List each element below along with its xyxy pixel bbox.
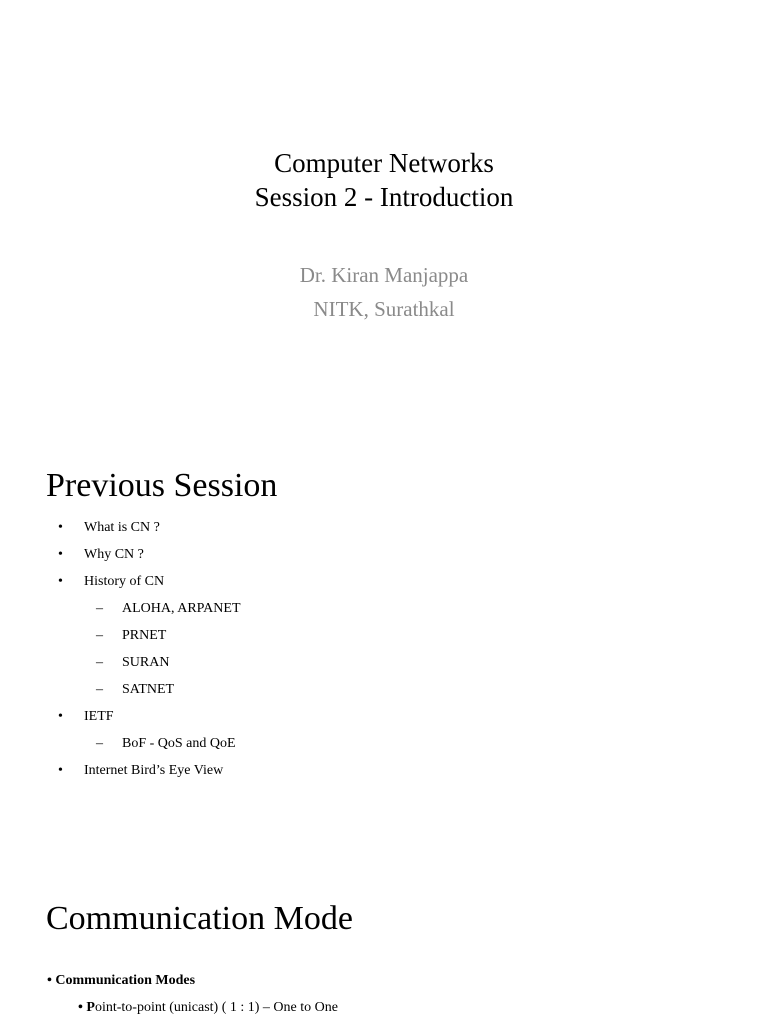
author-block xyxy=(0,258,768,326)
dash-marker: – xyxy=(96,601,103,616)
communication-mode-heading: Communication Mode xyxy=(46,900,353,937)
sub-list-item-text: ALOHA, ARPANET xyxy=(122,601,241,616)
sub-list-item-rest: oint-to-point (unicast) ( 1 : 1) – One to One xyxy=(94,1000,338,1015)
bullet-marker: • xyxy=(58,574,63,589)
list-item-text: IETF xyxy=(84,709,114,724)
list-item xyxy=(0,757,768,784)
previous-session-list xyxy=(0,514,768,784)
bullet-marker: • xyxy=(58,763,63,778)
sub-list-item xyxy=(0,730,768,757)
sub-list-item xyxy=(0,994,768,1021)
sub-list-item xyxy=(0,622,768,649)
sub-list-item-prefix: • P xyxy=(78,1000,95,1015)
dash-marker: – xyxy=(96,682,103,697)
previous-session-heading: Previous Session xyxy=(46,467,278,504)
bullet-marker: • xyxy=(58,547,63,562)
sub-list-item-text: PRNET xyxy=(122,628,167,643)
sub-list-item-text: SATNET xyxy=(122,682,175,697)
list-item-text: History of CN xyxy=(84,574,165,589)
slide-subtitle: Session 2 - Introduction xyxy=(254,182,514,212)
dash-marker: – xyxy=(96,655,103,670)
author-affiliation: NITK, Surathkal xyxy=(313,297,455,321)
list-item xyxy=(0,703,768,730)
list-item-text: What is CN ? xyxy=(84,520,160,535)
list-item-text: Why CN ? xyxy=(84,547,144,562)
communication-mode-list xyxy=(0,967,768,1021)
sub-list-item-text: SURAN xyxy=(122,655,170,670)
sub-list-item-text: BoF - QoS and QoE xyxy=(122,736,236,751)
sub-list-item xyxy=(0,649,768,676)
sub-list-item xyxy=(0,676,768,703)
list-item xyxy=(0,541,768,568)
dash-marker: – xyxy=(96,736,103,751)
bullet-marker: • xyxy=(58,709,63,724)
list-item xyxy=(0,514,768,541)
sub-list-item xyxy=(0,595,768,622)
author-name: Dr. Kiran Manjappa xyxy=(299,263,469,287)
list-item xyxy=(0,967,768,994)
sub-list-item-text xyxy=(78,994,338,1021)
list-item-text: • Communication Modes xyxy=(47,973,196,988)
bullet-marker: • xyxy=(58,520,63,535)
dash-marker: – xyxy=(96,628,103,643)
list-item xyxy=(0,568,768,595)
list-item-text: Internet Bird’s Eye View xyxy=(84,763,224,778)
slide-title: Computer Networks xyxy=(274,148,494,178)
title-block xyxy=(0,146,768,214)
